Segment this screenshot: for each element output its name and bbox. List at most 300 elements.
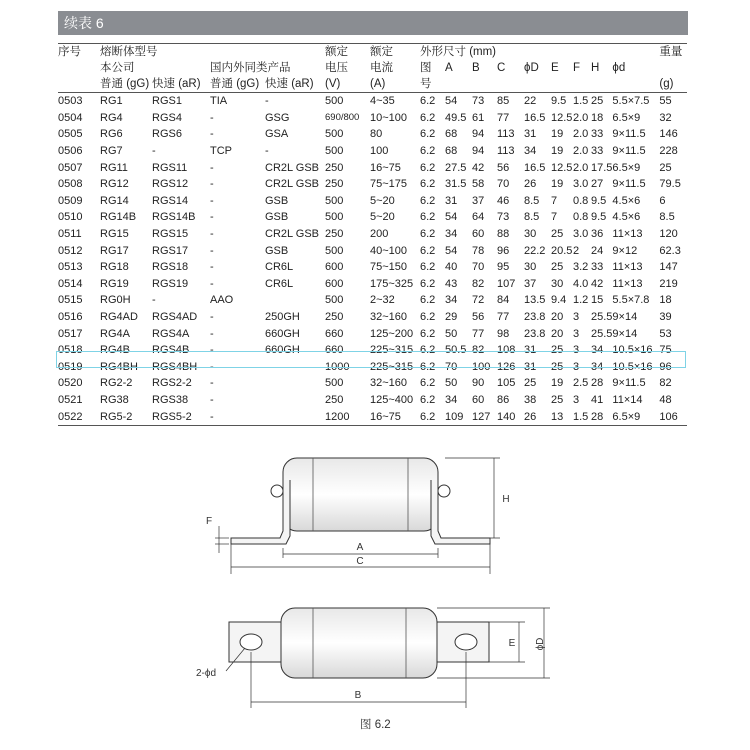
table-row — [58, 259, 687, 276]
table-cell: CR6L — [265, 277, 294, 290]
table-cell: 0518 — [58, 344, 83, 357]
table-cell: 3.2 — [573, 261, 589, 274]
table-cell: 660GH — [265, 344, 300, 357]
table-cell: 64 — [472, 211, 485, 224]
table-cell: 225~315 — [370, 344, 414, 357]
table-cell: 3.0 — [573, 178, 589, 191]
table-row — [58, 392, 687, 409]
table-cell: 6.5×9 — [612, 111, 641, 124]
table-cell: RG19 — [100, 277, 129, 290]
table-cell: 120 — [659, 228, 678, 241]
table-cell: 62.3 — [659, 244, 681, 257]
table-cell: RGS38 — [152, 393, 189, 406]
table-cell: GSG — [265, 111, 290, 124]
table-cell: 15 — [591, 294, 604, 307]
table-cell: RG12 — [100, 178, 129, 191]
table-cell: RGS12 — [152, 178, 189, 191]
table-cell: 30 — [524, 228, 537, 241]
table-cell: 16~75 — [370, 408, 420, 425]
table-cell: 500 — [325, 211, 344, 224]
table-cell — [265, 292, 325, 309]
table-cell: 0522 — [58, 408, 100, 425]
table-cell: RG17 — [100, 244, 129, 257]
table-cell: 26 — [524, 408, 551, 425]
table-cell: 6.2 — [420, 311, 436, 324]
dim-label-b: B — [354, 690, 362, 701]
table-cell: 9.5 — [591, 211, 607, 224]
table-cell: 6 — [659, 194, 666, 207]
table-title: 续表 6 — [58, 11, 688, 35]
table-cell: RGS11 — [152, 161, 188, 174]
table-cell: 3 — [573, 327, 580, 340]
table-cell: 27.5 — [445, 161, 467, 174]
table-cell: 39 — [659, 311, 672, 324]
header-normal-1: 普通 (gG) — [100, 76, 152, 93]
table-cell: 13 — [551, 408, 573, 425]
table-cell: 11×14 — [612, 393, 643, 406]
table-cell: 78 — [472, 244, 485, 257]
table-cell: 13.5 — [524, 294, 546, 307]
table-cell: 30 — [551, 277, 564, 290]
table-cell: 98 — [497, 327, 510, 340]
table-cell: RG4BH — [100, 360, 138, 373]
table-cell: - — [210, 327, 214, 340]
header-voltage: 额定 — [325, 44, 370, 61]
table-cell: 96 — [497, 244, 510, 257]
table-cell: 32~160 — [370, 311, 408, 324]
table-cell: RGS18 — [152, 261, 189, 274]
table-cell: 25 — [659, 161, 672, 174]
table-row — [58, 309, 687, 326]
table-cell: 6.5×9 — [612, 408, 659, 425]
table-cell: 228 — [659, 145, 678, 158]
table-cell: 34 — [524, 145, 537, 158]
header-dim-e: E — [551, 62, 559, 74]
header-row-3 — [58, 76, 687, 93]
table-cell: RG7 — [100, 145, 123, 158]
table-cell: - — [265, 95, 269, 108]
table-cell: RG4B — [100, 344, 130, 357]
table-cell: 68 — [445, 145, 458, 158]
table-cell: 53 — [659, 327, 672, 340]
table-cell: 146 — [659, 128, 678, 141]
table-cell: CR6L — [265, 261, 294, 274]
table-cell: 250GH — [265, 311, 300, 324]
table-cell: 73 — [497, 211, 510, 224]
table-cell: RGS17 — [152, 244, 189, 257]
table-cell: 11×13 — [612, 261, 643, 274]
table-cell: 9×12 — [612, 244, 638, 257]
table-cell: 85 — [497, 95, 510, 108]
table-cell: 0514 — [58, 277, 83, 290]
table-cell: 68 — [445, 128, 458, 141]
table-cell: 10~100 — [370, 111, 408, 124]
table-cell: 31 — [524, 344, 537, 357]
table-cell: RG4 — [100, 111, 123, 124]
dim-label-e: E — [508, 638, 516, 649]
header-dim-c: C — [497, 62, 506, 74]
table-row — [58, 375, 687, 392]
table-cell: CR2L GSB — [265, 178, 320, 191]
table-cell: 26 — [524, 178, 537, 191]
table-row — [58, 143, 687, 160]
table-cell: 0519 — [58, 360, 83, 373]
table-cell: 25 — [551, 360, 564, 373]
table-cell: 4.5×6 — [612, 211, 641, 224]
table-cell: 19 — [551, 145, 564, 158]
table-cell: 11×13 — [612, 277, 643, 290]
table-cell: RGS4BH — [152, 360, 198, 373]
table-cell: 10.5×16 — [612, 344, 653, 357]
table-cell: 0515 — [58, 294, 83, 307]
header-row-2 — [58, 60, 687, 76]
header-fig-2: 号 — [420, 76, 445, 93]
table-cell: RGS5-2 — [152, 408, 210, 425]
table-cell: 30 — [524, 261, 537, 274]
table-cell: CR2L GSB — [265, 161, 320, 174]
table-cell: 33 — [591, 145, 604, 158]
table-cell: RGS15 — [152, 228, 189, 241]
table-cell: RGS14B — [152, 211, 196, 224]
table-cell: 42 — [591, 277, 604, 290]
table-cell: RG11 — [100, 161, 128, 174]
table-cell: 1200 — [325, 408, 370, 425]
table-cell: 37 — [472, 194, 485, 207]
table-cell: 34 — [445, 228, 458, 241]
table-row — [58, 276, 687, 293]
table-cell: 6.5×9 — [612, 161, 641, 174]
table-cell: - — [210, 228, 214, 241]
table-cell: 100 — [370, 145, 389, 158]
table-cell: - — [210, 408, 265, 425]
table-cell: 50.5 — [445, 344, 467, 357]
table-cell: - — [152, 145, 156, 158]
header-fast-2: 快速 (aR) — [265, 76, 325, 93]
table-cell: 70 — [497, 178, 510, 191]
table-cell: 1.5 — [573, 408, 591, 425]
table-cell: 31.5 — [445, 178, 467, 191]
table-cell: 23.8 — [524, 311, 546, 324]
fuse-diagram — [0, 440, 750, 720]
table-cell: 77 — [497, 311, 510, 324]
table-row — [58, 159, 687, 176]
table-cell: RGS4 — [152, 111, 182, 124]
table-cell: 72 — [472, 294, 485, 307]
table-cell: 0.8 — [573, 194, 589, 207]
table-cell: 113 — [497, 128, 515, 141]
table-cell: 19 — [551, 178, 564, 191]
header-domestic: 国内外同类产品 — [210, 62, 291, 74]
table-cell: RG4A — [100, 327, 130, 340]
table-cell: 660 — [325, 327, 344, 340]
header-dim-f: F — [573, 62, 581, 74]
table-cell: 500 — [325, 377, 344, 390]
table-cell: 32~160 — [370, 377, 408, 390]
table-cell: - — [210, 194, 214, 207]
table-cell: 28 — [591, 408, 612, 425]
table-cell: 250 — [325, 178, 344, 191]
dim-label-c: C — [356, 556, 364, 567]
table-cell: 33 — [591, 261, 604, 274]
table-cell: 34 — [445, 294, 458, 307]
table-cell: RG6 — [100, 128, 123, 141]
table-cell: 50 — [445, 327, 458, 340]
table-cell: 2~32 — [370, 294, 395, 307]
header-company: 本公司 — [100, 62, 135, 74]
table-cell: 500 — [325, 128, 344, 141]
table-cell: 9.5 — [551, 95, 567, 108]
header-row-1 — [58, 44, 687, 61]
table-cell: 5~20 — [370, 194, 395, 207]
table-cell: 0520 — [58, 377, 83, 390]
table-cell: 82 — [659, 377, 672, 390]
table-cell: 219 — [659, 277, 678, 290]
table-cell: 0511 — [58, 228, 82, 241]
table-cell: - — [152, 294, 156, 307]
table-cell: 46 — [497, 194, 510, 207]
table-row — [58, 408, 687, 425]
dim-label-f: F — [205, 516, 213, 527]
table-cell: 25 — [551, 228, 564, 241]
table-cell: 16~75 — [370, 161, 401, 174]
table-cell: - — [210, 111, 214, 124]
table-cell: 1000 — [325, 360, 350, 373]
table-cell: 125~400 — [370, 393, 414, 406]
table-cell: RGS1 — [152, 95, 182, 108]
table-cell: 6.2 — [420, 95, 436, 108]
table-cell: 8.5 — [524, 211, 540, 224]
table-cell: 20 — [551, 327, 564, 340]
table-row — [58, 193, 687, 210]
table-cell: 600 — [325, 261, 344, 274]
table-cell: 54 — [445, 95, 458, 108]
header-dim-a: A — [445, 62, 453, 74]
table-cell: 75~175 — [370, 178, 408, 191]
table-cell: 31 — [524, 128, 537, 141]
table-cell: 94 — [472, 128, 485, 141]
table-cell: 6.2 — [420, 261, 436, 274]
table-cell: RG5-2 — [100, 408, 152, 425]
header-fig: 图 — [420, 62, 432, 74]
table-cell: 82 — [472, 344, 485, 357]
table-cell: 500 — [325, 194, 344, 207]
table-cell: 43 — [445, 277, 458, 290]
table-cell: 2 — [573, 244, 580, 257]
table-cell: 6.2 — [420, 360, 436, 373]
table-cell: 9.5 — [591, 194, 607, 207]
table-cell: 25 — [551, 261, 564, 274]
table-cell: 100 — [472, 360, 491, 373]
table-cell: 22 — [524, 95, 537, 108]
table-cell: RG18 — [100, 261, 129, 274]
table-cell: 54 — [445, 211, 458, 224]
table-row — [58, 325, 687, 342]
table-cell: 9×14 — [612, 327, 638, 340]
table-cell: 70 — [445, 360, 458, 373]
table-cell: 6.2 — [420, 145, 436, 158]
table-cell: - — [210, 244, 214, 257]
table-cell: 25.5 — [591, 311, 613, 324]
table-cell: 660GH — [265, 327, 300, 340]
table-cell: TIA — [210, 95, 228, 108]
dim-label-h: H — [502, 494, 510, 505]
table-cell — [265, 375, 325, 392]
table-cell: 6.2 — [420, 128, 436, 141]
table-cell: 18 — [659, 294, 672, 307]
table-cell: RGS4B — [152, 344, 190, 357]
table-cell: 54 — [445, 244, 458, 257]
table-cell: 73 — [472, 95, 485, 108]
fuse-top-view — [196, 608, 550, 708]
table-cell: 500 — [325, 95, 344, 108]
table-cell: 70 — [472, 261, 485, 274]
table-cell: AAO — [210, 294, 234, 307]
table-cell: 96 — [659, 360, 672, 373]
table-cell: 9×11.5 — [612, 128, 646, 141]
table-cell: 7 — [551, 211, 558, 224]
table-cell: 10.5×16 — [612, 360, 653, 373]
table-row — [58, 209, 687, 226]
table-cell: 86 — [497, 393, 510, 406]
table-cell: - — [210, 360, 214, 373]
table-cell: 77 — [497, 111, 510, 124]
table-row — [58, 359, 687, 376]
table-cell: 2.5 — [573, 377, 589, 390]
table-cell: 42 — [472, 161, 485, 174]
table-cell: GSA — [265, 128, 289, 141]
table-cell: 0506 — [58, 145, 83, 158]
table-cell: - — [210, 211, 214, 224]
dim-label-d-small: 2-ϕd — [196, 668, 217, 679]
header-dims: 外形尺寸 (mm) — [420, 44, 659, 61]
table-cell: 6.2 — [420, 344, 436, 357]
table-cell: 113 — [497, 145, 515, 158]
header-weight: 重量 — [659, 44, 687, 61]
table-cell: 34 — [445, 393, 458, 406]
table-cell: 17.5 — [591, 161, 613, 174]
table-cell: 94 — [472, 145, 485, 158]
table-cell: RGS4A — [152, 327, 190, 340]
table-cell: 95 — [497, 261, 510, 274]
table-cell: 109 — [445, 408, 472, 425]
header-voltage-unit: (V) — [325, 76, 370, 93]
table-cell: GSB — [265, 244, 289, 257]
table-cell: 29 — [445, 311, 458, 324]
table-cell: RG0H — [100, 294, 131, 307]
table-cell: 5.5×7.8 — [612, 294, 650, 307]
dim-label-phi-d: ϕD — [535, 637, 546, 651]
table-cell: RGS19 — [152, 277, 189, 290]
header-weight-unit: (g) — [659, 76, 687, 93]
table-cell: 50 — [445, 377, 458, 390]
table-cell: RGS6 — [152, 128, 182, 141]
table-cell: - — [210, 344, 214, 357]
table-cell: 27 — [591, 178, 604, 191]
table-cell: 6.2 — [420, 161, 436, 174]
table-cell: 7 — [551, 194, 558, 207]
table-cell: 200 — [370, 228, 389, 241]
table-cell: 1.2 — [573, 294, 589, 307]
table-row — [58, 93, 687, 110]
table-cell: 23.8 — [524, 327, 546, 340]
table-cell: 60 — [472, 228, 485, 241]
table-cell: 6.2 — [420, 178, 436, 191]
header-dim-h: H — [591, 62, 600, 74]
table-cell: CR2L GSB — [265, 228, 320, 241]
table-cell: 79.5 — [659, 178, 681, 191]
table-cell: 107 — [497, 277, 516, 290]
table-row — [58, 342, 687, 359]
table-cell: 37 — [524, 277, 537, 290]
table-cell: 600 — [325, 277, 344, 290]
table-cell: 32 — [659, 111, 672, 124]
table-cell: 0517 — [58, 327, 83, 340]
table-cell: 88 — [497, 228, 510, 241]
table-cell: 56 — [497, 161, 510, 174]
table-cell: 3 — [573, 393, 580, 406]
table-cell: RG4AD — [100, 311, 138, 324]
table-cell: 61 — [472, 111, 485, 124]
table-cell: 0505 — [58, 128, 83, 141]
table-row — [58, 226, 687, 243]
header-current: 额定 — [370, 44, 420, 61]
table-cell: 40~100 — [370, 244, 408, 257]
table-cell: 9×14 — [612, 311, 638, 324]
table-row — [58, 126, 687, 143]
table-cell: 34 — [591, 360, 604, 373]
table-cell: 31 — [445, 194, 458, 207]
table-cell: 4.5×6 — [612, 194, 641, 207]
table-cell: 25 — [551, 393, 564, 406]
table-cell: 2.0 — [573, 128, 589, 141]
table-cell: 6.2 — [420, 393, 436, 406]
header-current-2: 电流 — [370, 62, 393, 74]
table-cell: 225~315 — [370, 360, 414, 373]
figure-caption: 图 6.2 — [360, 719, 391, 731]
table-cell: 19 — [551, 128, 564, 141]
table-cell: 20 — [551, 311, 564, 324]
header-seq: 序号 — [58, 44, 100, 61]
table-cell: 75~150 — [370, 261, 408, 274]
table-cell: - — [210, 311, 214, 324]
header-dim-d: ϕD — [524, 62, 539, 74]
table-cell: 6.2 — [420, 228, 436, 241]
table-cell: 1.5 — [573, 95, 589, 108]
table-cell: 6.2 — [420, 211, 436, 224]
table-cell: 20.5 — [551, 244, 573, 257]
table-cell: 9×11.5 — [612, 377, 646, 390]
table-cell: 18 — [591, 111, 604, 124]
header-current-unit: (A) — [370, 76, 420, 93]
header-dim-b: B — [472, 62, 480, 74]
table-cell: 16.5 — [524, 161, 546, 174]
table-cell: 90 — [472, 377, 485, 390]
table-cell: 31 — [524, 360, 537, 373]
table-cell: 25 — [551, 344, 564, 357]
table-cell: 106 — [659, 408, 687, 425]
table-cell: 127 — [472, 408, 497, 425]
table-cell: - — [210, 161, 214, 174]
table-cell: 147 — [659, 261, 678, 274]
table-row — [58, 242, 687, 259]
table-cell: 126 — [497, 360, 516, 373]
table-cell: 9×11.5 — [612, 145, 646, 158]
table-cell: 250 — [325, 393, 344, 406]
table-cell: 25 — [591, 95, 604, 108]
table-cell: 0516 — [58, 311, 83, 324]
table-cell: 2.0 — [573, 161, 589, 174]
table-cell: 12.5 — [551, 161, 573, 174]
